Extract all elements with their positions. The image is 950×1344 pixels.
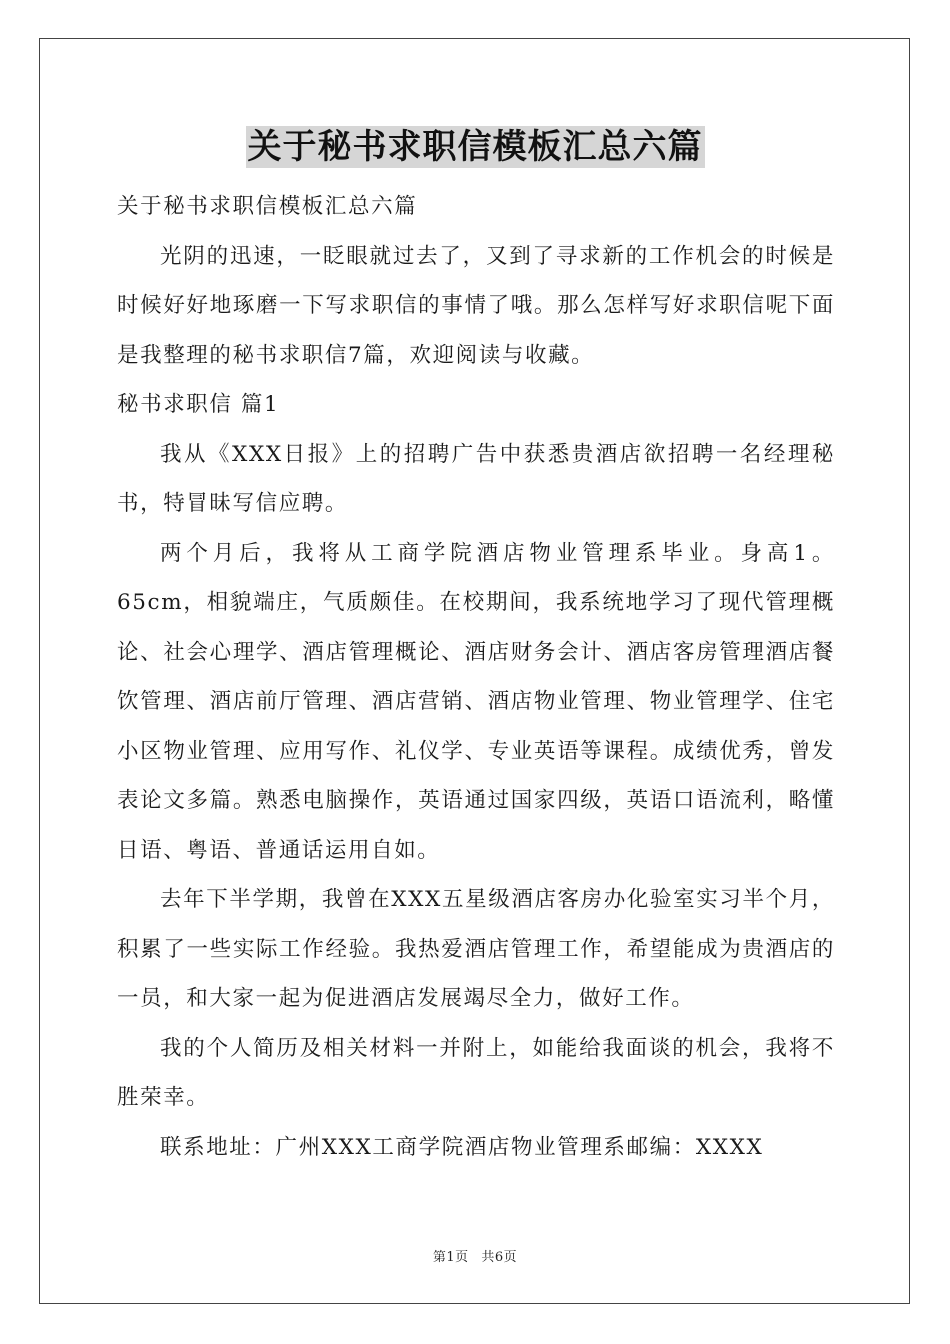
body-paragraph: 两个月后，我将从工商学院酒店物业管理系毕业。身高1。65cm，相貌端庄，气质颇佳。在校期间，我系统地学习了现代管理概论、社会心理学、酒店管理概论、酒店财务会计、酒店客房管理酒店餐饮管理、酒店前厅管理、酒店营销、酒店物业管理、物业管理学、住宅小区物业管理、应用写作、礼仪学、专业英语等课程。成绩优秀，曾发表论文多篇。熟悉电脑操作，英语通过国家四级，英语口语流利，略懂日语、粤语、普通话运用自如。 — [117, 540, 835, 863]
subtitle-line: 关于秘书求职信模板汇总六篇 — [117, 194, 418, 219]
title-container — [0, 126, 950, 168]
body-paragraph: 去年下半学期，我曾在XXX五星级酒店客房办化验室实习半个月，积累了一些实际工作经验。我热爱酒店管理工作，希望能成为贵酒店的一员，和大家一起为促进酒店发展竭尽全力，做好工作。 — [117, 887, 835, 1011]
intro-paragraph: 光阴的迅速，一眨眼就过去了，又到了寻求新的工作机会的时候是时候好好地琢磨一下写求职信的事情了哦。那么怎样写好求职信呢下面是我整理的秘书求职信7篇，欢迎阅读与收藏。 — [117, 243, 835, 368]
section-heading: 秘书求职信 篇1 — [117, 392, 280, 417]
page-footer — [0, 1246, 950, 1265]
body-paragraph: 我从《XXX日报》上的招聘广告中获悉贵酒店欲招聘一名经理秘书，特冒昧写信应聘。 — [117, 441, 835, 516]
page-number: 第1页 — [432, 1250, 469, 1265]
document-body — [117, 182, 835, 1172]
page-total: 共6页 — [481, 1250, 518, 1265]
body-paragraph: 我的个人简历及相关材料一并附上，如能给我面谈的机会，我将不胜荣幸。 — [117, 1035, 835, 1110]
document-title: 关于秘书求职信模板汇总六篇 — [247, 127, 703, 167]
contact-paragraph: 联系地址：广州XXX工商学院酒店物业管理系邮编：XXXX — [160, 1134, 764, 1160]
